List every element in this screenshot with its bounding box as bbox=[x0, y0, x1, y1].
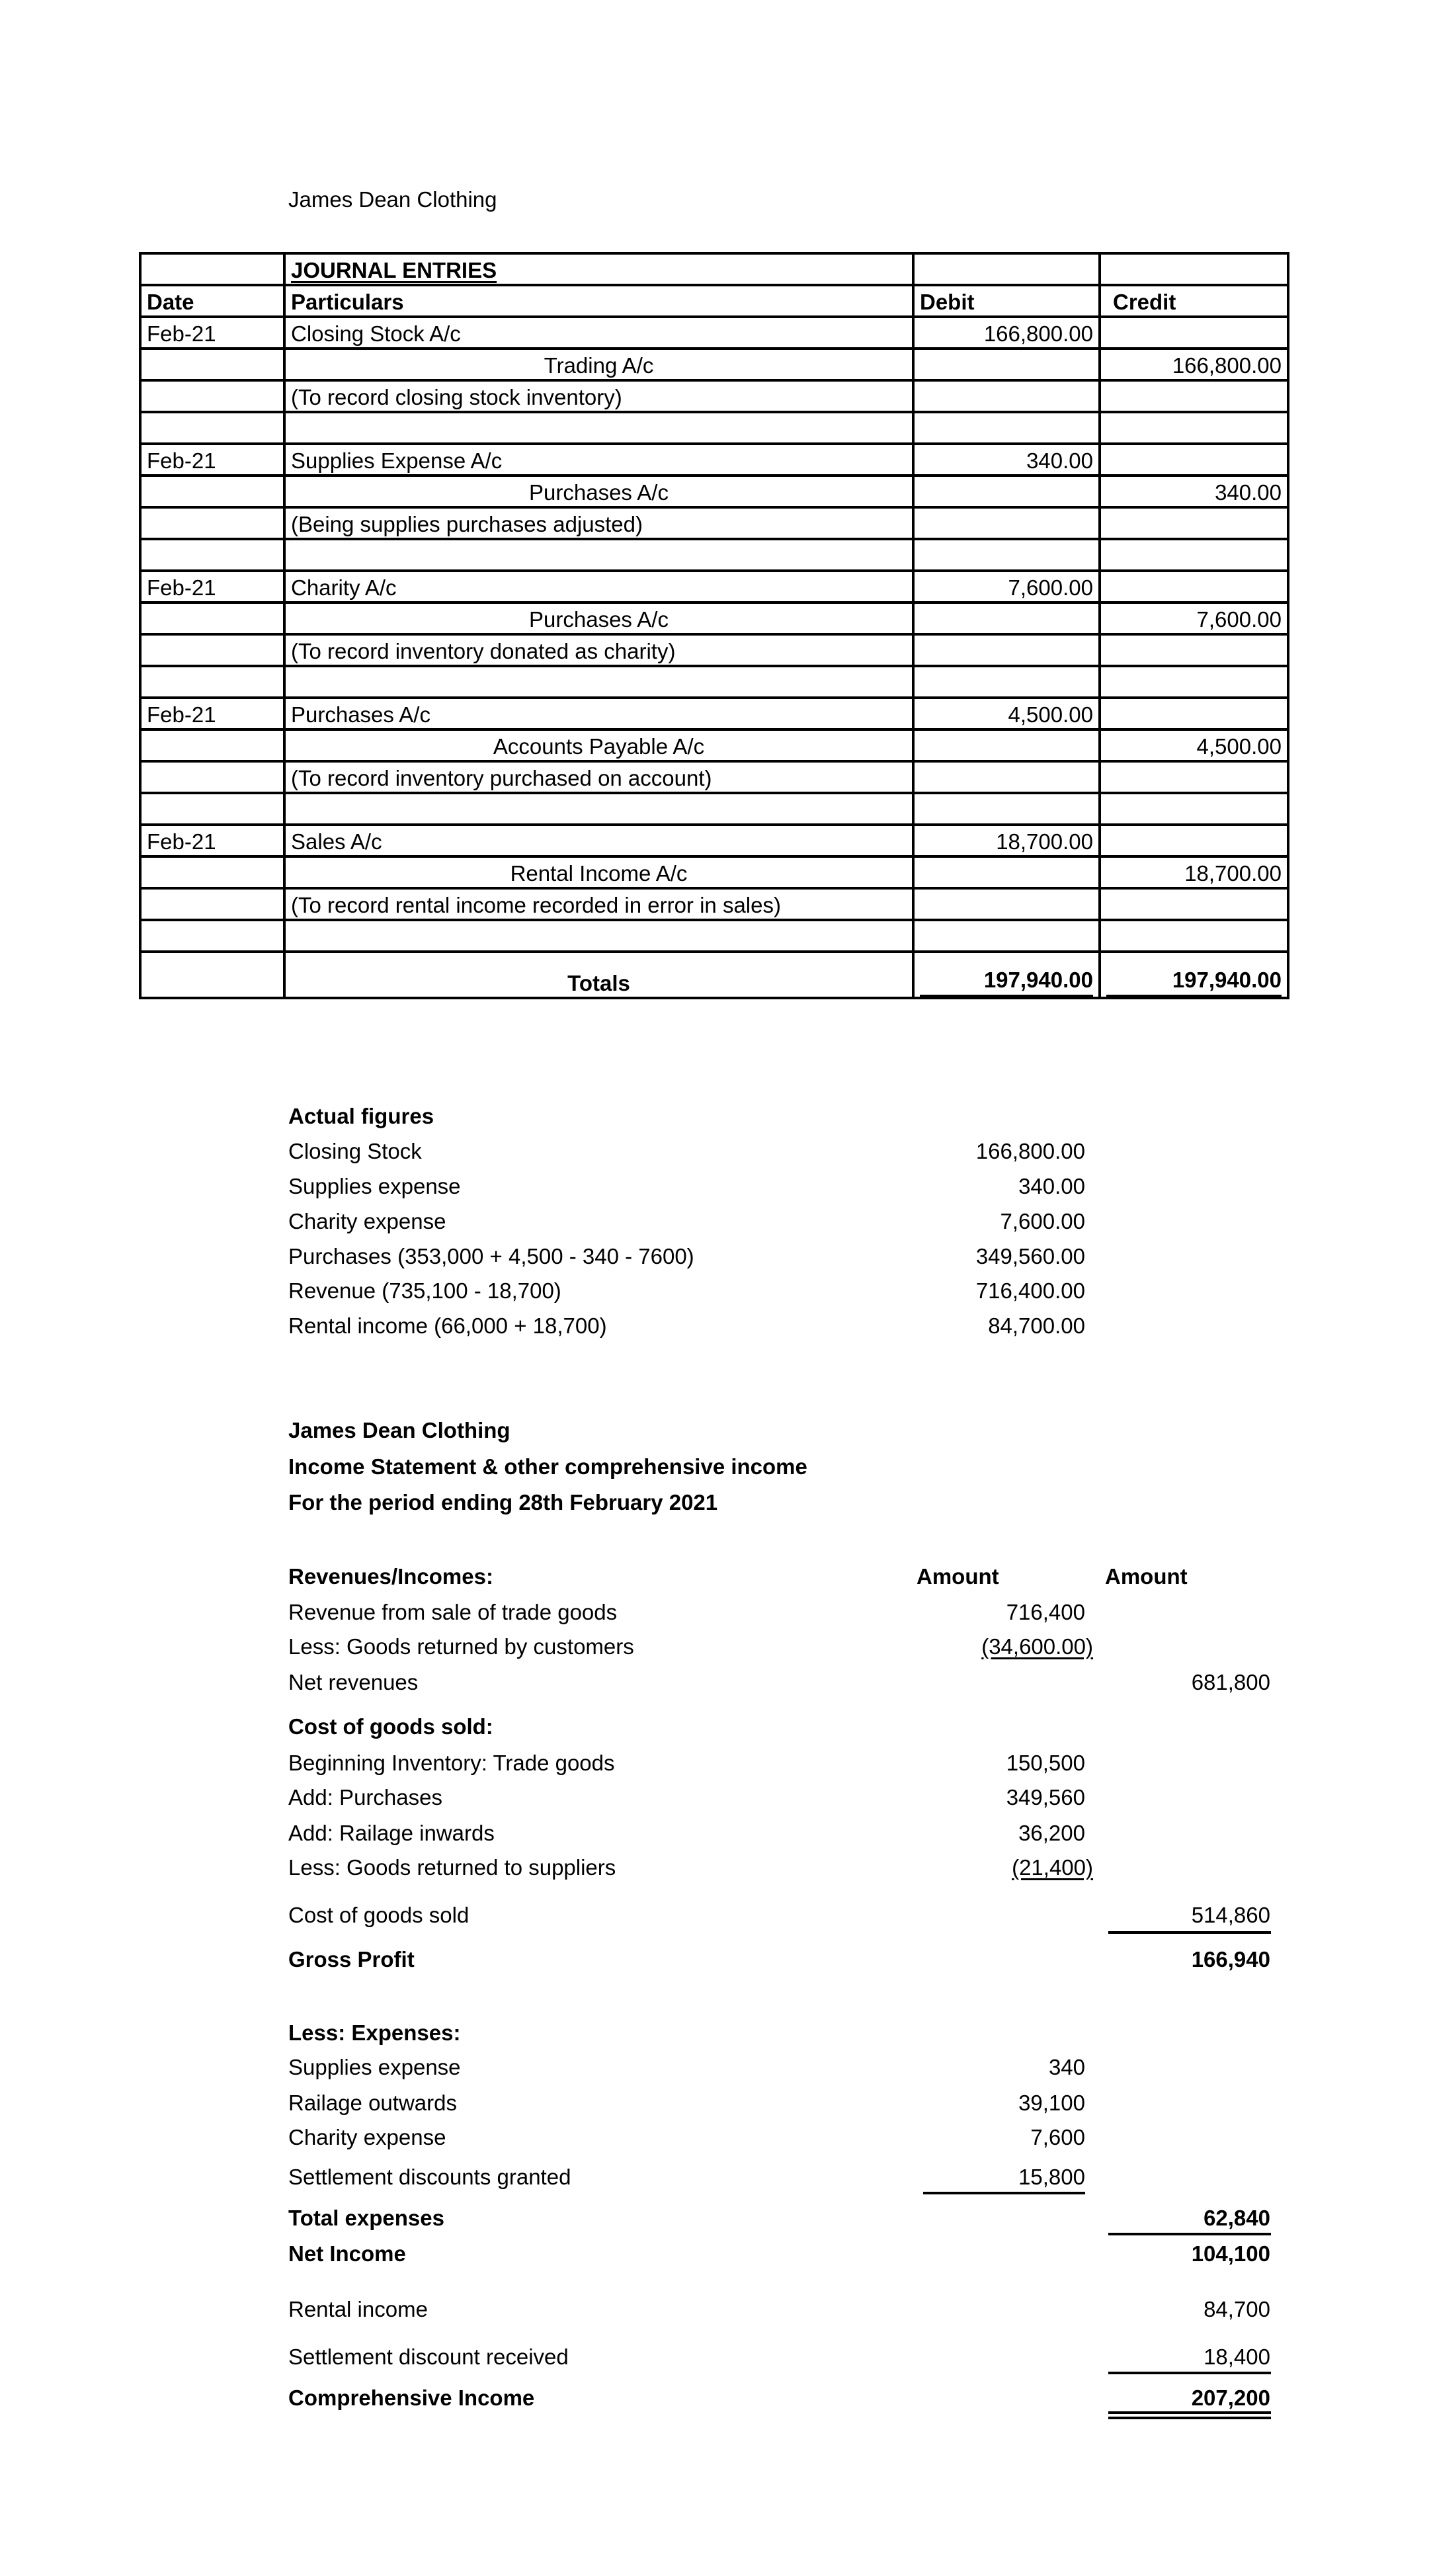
actual-figure-label: Charity expense bbox=[288, 1209, 446, 1233]
credit-account: Purchases A/c bbox=[284, 476, 913, 507]
header-credit: Credit bbox=[1100, 285, 1288, 317]
credit-account: Trading A/c bbox=[284, 349, 913, 380]
cogs-total-label: Cost of goods sold bbox=[288, 1903, 470, 1927]
header-particulars: Particulars bbox=[284, 285, 913, 317]
journal-row-blank bbox=[140, 412, 1288, 444]
total-expenses-rule bbox=[1108, 2233, 1271, 2235]
journal-row-credit bbox=[140, 349, 1288, 380]
journal-row-narration bbox=[140, 634, 1288, 666]
journal-totals-row bbox=[140, 952, 1288, 998]
expenses-heading: Less: Expenses: bbox=[288, 2020, 461, 2045]
expense-label: Charity expense bbox=[288, 2125, 446, 2149]
actual-figure-value: 716,400.00 bbox=[975, 1278, 1085, 1303]
entry-date: Feb-21 bbox=[140, 317, 284, 349]
total-expenses-value: 62,840 bbox=[1204, 2206, 1270, 2230]
cogs-total-value: 514,860 bbox=[1191, 1903, 1270, 1927]
entry-date: Feb-21 bbox=[140, 698, 284, 729]
journal-row-blank bbox=[140, 539, 1288, 571]
journal-row-credit bbox=[140, 602, 1288, 634]
narration: (To record rental income recorded in error in sales) bbox=[284, 888, 913, 920]
net-revenues-value: 681,800 bbox=[1191, 1670, 1270, 1694]
net-income-value: 104,100 bbox=[1191, 2241, 1270, 2266]
entry-date: Feb-21 bbox=[140, 571, 284, 602]
header-date: Date bbox=[140, 285, 284, 317]
debit-amount: 340.00 bbox=[913, 444, 1100, 476]
actual-figure-label: Revenue (735,100 - 18,700) bbox=[288, 1278, 561, 1303]
actual-figure-label: Rental income (66,000 + 18,700) bbox=[288, 1313, 607, 1338]
revenues-heading: Revenues/Incomes: bbox=[288, 1564, 493, 1589]
returns-label: Less: Goods returned by customers bbox=[288, 1634, 634, 1659]
journal-row-debit bbox=[140, 444, 1288, 476]
header-debit: Debit bbox=[913, 285, 1100, 317]
cogs-item-value: 150,500 bbox=[1006, 1751, 1085, 1775]
cogs-item-value: 349,560 bbox=[1006, 1785, 1085, 1809]
expense-value: 7,600 bbox=[1030, 2125, 1085, 2149]
net-income-label: Net Income bbox=[288, 2241, 406, 2266]
returns-value: (34,600.00) bbox=[981, 1634, 1093, 1659]
other-income-label: Settlement discount received bbox=[288, 2345, 569, 2369]
statement-title: Income Statement & other comprehensive income bbox=[288, 1454, 807, 1479]
comprehensive-income-double-rule bbox=[1108, 2411, 1271, 2419]
credit-amount: 18,700.00 bbox=[1100, 856, 1288, 888]
gross-profit-value: 166,940 bbox=[1191, 1947, 1270, 1972]
debit-account: Sales A/c bbox=[284, 825, 913, 856]
expense-label: Railage outwards bbox=[288, 2091, 457, 2115]
actual-figure-value: 7,600.00 bbox=[1000, 1209, 1085, 1233]
expense-value: 15,800 bbox=[1018, 2165, 1085, 2189]
expense-value: 340 bbox=[1048, 2055, 1085, 2079]
debit-amount: 7,600.00 bbox=[913, 571, 1100, 602]
debit-amount: 166,800.00 bbox=[913, 317, 1100, 349]
journal-row-blank bbox=[140, 666, 1288, 698]
other-income-rule bbox=[1108, 2372, 1271, 2374]
cogs-item-label: Beginning Inventory: Trade goods bbox=[288, 1751, 615, 1775]
credit-amount: 7,600.00 bbox=[1100, 602, 1288, 634]
debit-amount: 18,700.00 bbox=[913, 825, 1100, 856]
credit-amount: 4,500.00 bbox=[1100, 729, 1288, 761]
expense-label: Supplies expense bbox=[288, 2055, 461, 2079]
journal-row-debit bbox=[140, 317, 1288, 349]
totals-credit: 197,940.00 bbox=[1106, 967, 1282, 997]
narration: (To record inventory donated as charity) bbox=[284, 634, 913, 666]
other-income-value: 84,700 bbox=[1204, 2297, 1270, 2321]
expenses-subtotal-rule bbox=[923, 2192, 1085, 2194]
journal-row-debit bbox=[140, 698, 1288, 729]
statement-period: For the period ending 28th February 2021 bbox=[288, 1490, 718, 1515]
debit-account: Closing Stock A/c bbox=[284, 317, 913, 349]
expense-value: 39,100 bbox=[1018, 2091, 1085, 2115]
journal-row-narration bbox=[140, 380, 1288, 412]
journal-title-row bbox=[140, 253, 1288, 285]
journal-row-credit bbox=[140, 476, 1288, 507]
company-title: James Dean Clothing bbox=[288, 187, 497, 212]
journal-row-credit bbox=[140, 729, 1288, 761]
credit-amount: 166,800.00 bbox=[1100, 349, 1288, 380]
journal-entries-table bbox=[139, 252, 1289, 999]
credit-account: Rental Income A/c bbox=[284, 856, 913, 888]
gross-profit-label: Gross Profit bbox=[288, 1947, 415, 1972]
actual-figures-title: Actual figures bbox=[288, 1104, 434, 1128]
other-income-label: Rental income bbox=[288, 2297, 428, 2321]
journal-row-blank bbox=[140, 793, 1288, 825]
statement-company: James Dean Clothing bbox=[288, 1418, 510, 1442]
expense-label: Settlement discounts granted bbox=[288, 2165, 571, 2189]
actual-figure-label: Supplies expense bbox=[288, 1174, 461, 1198]
revenue-label: Revenue from sale of trade goods bbox=[288, 1600, 618, 1624]
debit-account: Supplies Expense A/c bbox=[284, 444, 913, 476]
cogs-total-rule bbox=[1108, 1931, 1271, 1934]
journal-row-debit bbox=[140, 571, 1288, 602]
journal-row-narration bbox=[140, 761, 1288, 793]
net-revenues-label: Net revenues bbox=[288, 1670, 419, 1694]
credit-amount: 340.00 bbox=[1100, 476, 1288, 507]
credit-account: Purchases A/c bbox=[284, 602, 913, 634]
revenue-value: 716,400 bbox=[1006, 1600, 1085, 1624]
total-expenses-label: Total expenses bbox=[288, 2206, 444, 2230]
comprehensive-income-value: 207,200 bbox=[1191, 2386, 1270, 2410]
cogs-item-label: Less: Goods returned to suppliers bbox=[288, 1855, 616, 1880]
other-income-value: 18,400 bbox=[1204, 2345, 1270, 2369]
entry-date: Feb-21 bbox=[140, 444, 284, 476]
cogs-item-value: (21,400) bbox=[1012, 1855, 1093, 1880]
amount-header-2: Amount bbox=[1105, 1564, 1188, 1589]
amount-header-1: Amount bbox=[917, 1564, 999, 1589]
actual-figure-value: 166,800.00 bbox=[975, 1139, 1085, 1163]
journal-title: JOURNAL ENTRIES bbox=[291, 258, 497, 282]
journal-row-narration bbox=[140, 507, 1288, 539]
journal-header-row bbox=[140, 285, 1288, 317]
journal-row-debit bbox=[140, 825, 1288, 856]
actual-figure-label: Closing Stock bbox=[288, 1139, 422, 1163]
actual-figure-label: Purchases (353,000 + 4,500 - 340 - 7600) bbox=[288, 1244, 694, 1268]
narration: (Being supplies purchases adjusted) bbox=[284, 507, 913, 539]
narration: (To record closing stock inventory) bbox=[284, 380, 913, 412]
totals-label: Totals bbox=[284, 952, 913, 998]
debit-account: Charity A/c bbox=[284, 571, 913, 602]
entry-date: Feb-21 bbox=[140, 825, 284, 856]
cogs-item-value: 36,200 bbox=[1018, 1821, 1085, 1845]
cogs-item-label: Add: Railage inwards bbox=[288, 1821, 495, 1845]
cogs-heading: Cost of goods sold: bbox=[288, 1714, 493, 1739]
totals-debit: 197,940.00 bbox=[920, 967, 1093, 997]
journal-row-credit bbox=[140, 856, 1288, 888]
debit-amount: 4,500.00 bbox=[913, 698, 1100, 729]
narration: (To record inventory purchased on account) bbox=[284, 761, 913, 793]
actual-figure-value: 340.00 bbox=[1018, 1174, 1085, 1198]
debit-account: Purchases A/c bbox=[284, 698, 913, 729]
comprehensive-income-label: Comprehensive Income bbox=[288, 2386, 535, 2410]
journal-row-blank bbox=[140, 920, 1288, 952]
credit-account: Accounts Payable A/c bbox=[284, 729, 913, 761]
actual-figure-value: 349,560.00 bbox=[975, 1244, 1085, 1268]
journal-row-narration bbox=[140, 888, 1288, 920]
cogs-item-label: Add: Purchases bbox=[288, 1785, 442, 1809]
actual-figure-value: 84,700.00 bbox=[988, 1313, 1085, 1338]
